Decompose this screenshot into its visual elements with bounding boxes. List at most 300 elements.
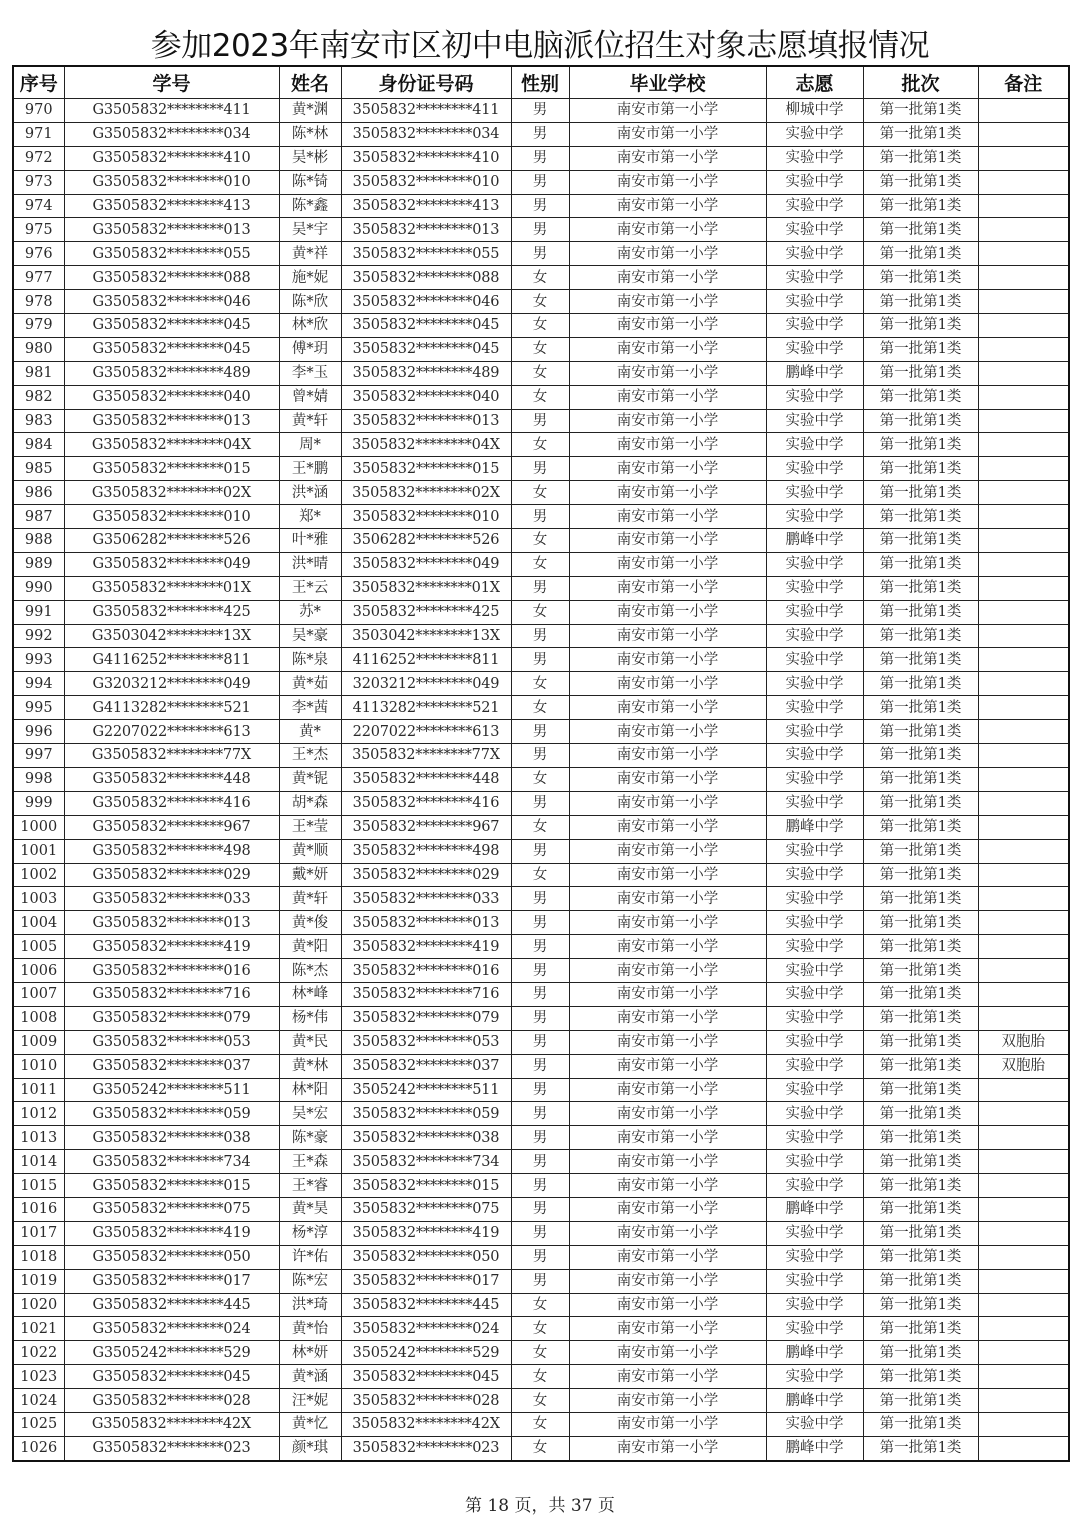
cell-remarks bbox=[978, 1102, 1069, 1126]
cell-batch: 第一批第1类 bbox=[863, 1174, 978, 1198]
cell-id-number: 3505832********010 bbox=[341, 170, 511, 194]
cell-name: 吴*宇 bbox=[279, 218, 341, 242]
cell-school: 南安市第一小学 bbox=[569, 361, 766, 385]
cell-seq: 971 bbox=[13, 122, 64, 146]
cell-name: 胡*森 bbox=[279, 791, 341, 815]
document-title: 参加2023年南安市区初中电脑派位招生对象志愿填报情况 bbox=[150, 28, 930, 64]
cell-preference: 实验中学 bbox=[766, 1126, 863, 1150]
cell-preference: 实验中学 bbox=[766, 314, 863, 338]
cell-student-id: G3505832********425 bbox=[64, 600, 279, 624]
cell-remarks bbox=[978, 1412, 1069, 1436]
cell-batch: 第一批第1类 bbox=[863, 433, 978, 457]
table-row bbox=[13, 242, 1069, 266]
cell-seq: 973 bbox=[13, 170, 64, 194]
cell-gender: 女 bbox=[511, 1389, 569, 1413]
cell-seq: 1003 bbox=[13, 887, 64, 911]
cell-student-id: G3505832********088 bbox=[64, 266, 279, 290]
cell-id-number: 3505832********028 bbox=[341, 1389, 511, 1413]
cell-student-id: G3506282********526 bbox=[64, 529, 279, 553]
cell-remarks bbox=[978, 529, 1069, 553]
cell-preference: 实验中学 bbox=[766, 1006, 863, 1030]
cell-school: 南安市第一小学 bbox=[569, 1389, 766, 1413]
cell-student-id: G3505832********040 bbox=[64, 385, 279, 409]
cell-remarks bbox=[978, 194, 1069, 218]
cell-preference: 实验中学 bbox=[766, 146, 863, 170]
table-row bbox=[13, 1006, 1069, 1030]
cell-seq: 1016 bbox=[13, 1197, 64, 1221]
table-row bbox=[13, 1317, 1069, 1341]
cell-id-number: 3505832********419 bbox=[341, 1221, 511, 1245]
cell-seq: 985 bbox=[13, 457, 64, 481]
cell-student-id: G3505832********734 bbox=[64, 1150, 279, 1174]
cell-preference: 实验中学 bbox=[766, 648, 863, 672]
table-row bbox=[13, 1174, 1069, 1198]
cell-batch: 第一批第1类 bbox=[863, 911, 978, 935]
cell-id-number: 3505832********037 bbox=[341, 1054, 511, 1078]
cell-remarks bbox=[978, 1006, 1069, 1030]
table-row bbox=[13, 576, 1069, 600]
cell-student-id: G3505832********010 bbox=[64, 505, 279, 529]
cell-school: 南安市第一小学 bbox=[569, 122, 766, 146]
cell-name: 周* bbox=[279, 433, 341, 457]
cell-id-number: 3505832********033 bbox=[341, 887, 511, 911]
cell-name: 陈*锜 bbox=[279, 170, 341, 194]
cell-student-id: G3505832********410 bbox=[64, 146, 279, 170]
cell-remarks bbox=[978, 624, 1069, 648]
cell-gender: 女 bbox=[511, 1293, 569, 1317]
cell-seq: 976 bbox=[13, 242, 64, 266]
cell-id-number: 3505832********017 bbox=[341, 1269, 511, 1293]
cell-seq: 1021 bbox=[13, 1317, 64, 1341]
cell-preference: 实验中学 bbox=[766, 839, 863, 863]
cell-id-number: 3505832********489 bbox=[341, 361, 511, 385]
cell-name: 洪*琦 bbox=[279, 1293, 341, 1317]
cell-batch: 第一批第1类 bbox=[863, 314, 978, 338]
table-row bbox=[13, 1341, 1069, 1365]
cell-gender: 女 bbox=[511, 433, 569, 457]
cell-gender: 女 bbox=[511, 767, 569, 791]
table-row bbox=[13, 982, 1069, 1006]
cell-name: 王*莹 bbox=[279, 815, 341, 839]
cell-id-number: 3505832********410 bbox=[341, 146, 511, 170]
cell-name: 黄*顺 bbox=[279, 839, 341, 863]
cell-preference: 实验中学 bbox=[766, 1245, 863, 1269]
cell-name: 黄*昊 bbox=[279, 1197, 341, 1221]
cell-batch: 第一批第1类 bbox=[863, 481, 978, 505]
cell-student-id: G3505832********055 bbox=[64, 242, 279, 266]
table-row bbox=[13, 1412, 1069, 1436]
cell-seq: 990 bbox=[13, 576, 64, 600]
cell-school: 南安市第一小学 bbox=[569, 935, 766, 959]
cell-gender: 男 bbox=[511, 959, 569, 983]
cell-school: 南安市第一小学 bbox=[569, 337, 766, 361]
cell-gender: 男 bbox=[511, 935, 569, 959]
cell-name: 黄*茹 bbox=[279, 672, 341, 696]
table-row bbox=[13, 385, 1069, 409]
table-row bbox=[13, 1389, 1069, 1413]
cell-remarks bbox=[978, 744, 1069, 768]
table-row bbox=[13, 1436, 1069, 1460]
cell-student-id: G3505832********024 bbox=[64, 1317, 279, 1341]
cell-name: 黄*轩 bbox=[279, 887, 341, 911]
cell-id-number: 3505832********013 bbox=[341, 218, 511, 242]
cell-student-id: G3505832********489 bbox=[64, 361, 279, 385]
cell-student-id: G3505242********529 bbox=[64, 1341, 279, 1365]
cell-remarks bbox=[978, 720, 1069, 744]
cell-name: 洪*晴 bbox=[279, 552, 341, 576]
cell-id-number: 3505832********049 bbox=[341, 552, 511, 576]
cell-student-id: G3505832********045 bbox=[64, 337, 279, 361]
cell-name: 许*佑 bbox=[279, 1245, 341, 1269]
cell-gender: 男 bbox=[511, 170, 569, 194]
cell-id-number: 3505832********075 bbox=[341, 1197, 511, 1221]
cell-school: 南安市第一小学 bbox=[569, 1317, 766, 1341]
cell-gender: 女 bbox=[511, 337, 569, 361]
cell-name: 苏* bbox=[279, 600, 341, 624]
cell-remarks: 双胞胎 bbox=[978, 1030, 1069, 1054]
table-row bbox=[13, 1269, 1069, 1293]
cell-remarks bbox=[978, 1293, 1069, 1317]
cell-gender: 男 bbox=[511, 505, 569, 529]
cell-preference: 实验中学 bbox=[766, 1269, 863, 1293]
cell-preference: 实验中学 bbox=[766, 505, 863, 529]
cell-id-number: 3505832********01X bbox=[341, 576, 511, 600]
cell-student-id: G3505832********013 bbox=[64, 409, 279, 433]
cell-student-id: G3505832********419 bbox=[64, 1221, 279, 1245]
cell-student-id: G3505832********498 bbox=[64, 839, 279, 863]
cell-gender: 男 bbox=[511, 99, 569, 123]
cell-seq: 986 bbox=[13, 481, 64, 505]
cell-seq: 988 bbox=[13, 529, 64, 553]
cell-seq: 991 bbox=[13, 600, 64, 624]
col-header-gender: 性别 bbox=[511, 66, 569, 99]
cell-remarks bbox=[978, 911, 1069, 935]
cell-seq: 981 bbox=[13, 361, 64, 385]
cell-student-id: G3505832********448 bbox=[64, 767, 279, 791]
table-row bbox=[13, 218, 1069, 242]
cell-name: 曾*婧 bbox=[279, 385, 341, 409]
cell-preference: 实验中学 bbox=[766, 1412, 863, 1436]
cell-seq: 1008 bbox=[13, 1006, 64, 1030]
cell-school: 南安市第一小学 bbox=[569, 1269, 766, 1293]
cell-seq: 1017 bbox=[13, 1221, 64, 1245]
cell-seq: 979 bbox=[13, 314, 64, 338]
cell-student-id: G3505832********010 bbox=[64, 170, 279, 194]
cell-school: 南安市第一小学 bbox=[569, 696, 766, 720]
cell-student-id: G3505832********419 bbox=[64, 935, 279, 959]
cell-name: 吴*彬 bbox=[279, 146, 341, 170]
cell-preference: 鹏峰中学 bbox=[766, 529, 863, 553]
cell-school: 南安市第一小学 bbox=[569, 290, 766, 314]
cell-school: 南安市第一小学 bbox=[569, 1078, 766, 1102]
cell-batch: 第一批第1类 bbox=[863, 839, 978, 863]
cell-name: 戴*妍 bbox=[279, 863, 341, 887]
cell-name: 黄*怡 bbox=[279, 1317, 341, 1341]
cell-seq: 1014 bbox=[13, 1150, 64, 1174]
cell-remarks bbox=[978, 672, 1069, 696]
cell-seq: 1007 bbox=[13, 982, 64, 1006]
table-row bbox=[13, 1030, 1069, 1054]
cell-batch: 第一批第1类 bbox=[863, 266, 978, 290]
cell-school: 南安市第一小学 bbox=[569, 1174, 766, 1198]
cell-name: 陈*杰 bbox=[279, 959, 341, 983]
cell-name: 施*妮 bbox=[279, 266, 341, 290]
cell-id-number: 3505832********425 bbox=[341, 600, 511, 624]
cell-gender: 男 bbox=[511, 242, 569, 266]
cell-gender: 男 bbox=[511, 1126, 569, 1150]
cell-preference: 实验中学 bbox=[766, 1365, 863, 1389]
cell-remarks bbox=[978, 1436, 1069, 1460]
cell-gender: 男 bbox=[511, 744, 569, 768]
cell-preference: 实验中学 bbox=[766, 624, 863, 648]
cell-batch: 第一批第1类 bbox=[863, 791, 978, 815]
cell-gender: 男 bbox=[511, 146, 569, 170]
cell-batch: 第一批第1类 bbox=[863, 146, 978, 170]
cell-preference: 鹏峰中学 bbox=[766, 1341, 863, 1365]
cell-school: 南安市第一小学 bbox=[569, 815, 766, 839]
cell-student-id: G3503042********13X bbox=[64, 624, 279, 648]
cell-student-id: G3505832********045 bbox=[64, 314, 279, 338]
cell-gender: 男 bbox=[511, 1269, 569, 1293]
cell-id-number: 3505832********010 bbox=[341, 505, 511, 529]
cell-name: 林*阳 bbox=[279, 1078, 341, 1102]
cell-seq: 1015 bbox=[13, 1174, 64, 1198]
cell-remarks bbox=[978, 648, 1069, 672]
cell-gender: 女 bbox=[511, 1341, 569, 1365]
cell-remarks bbox=[978, 433, 1069, 457]
cell-student-id: G3505832********059 bbox=[64, 1102, 279, 1126]
cell-preference: 实验中学 bbox=[766, 433, 863, 457]
table-row bbox=[13, 409, 1069, 433]
cell-preference: 实验中学 bbox=[766, 1221, 863, 1245]
cell-remarks bbox=[978, 1269, 1069, 1293]
cell-id-number: 3505832********029 bbox=[341, 863, 511, 887]
cell-id-number: 3505832********040 bbox=[341, 385, 511, 409]
cell-school: 南安市第一小学 bbox=[569, 409, 766, 433]
cell-name: 黄*铌 bbox=[279, 767, 341, 791]
cell-batch: 第一批第1类 bbox=[863, 1078, 978, 1102]
cell-remarks bbox=[978, 767, 1069, 791]
cell-preference: 实验中学 bbox=[766, 1174, 863, 1198]
cell-batch: 第一批第1类 bbox=[863, 1341, 978, 1365]
cell-batch: 第一批第1类 bbox=[863, 1365, 978, 1389]
cell-seq: 970 bbox=[13, 99, 64, 123]
cell-gender: 男 bbox=[511, 1102, 569, 1126]
cell-preference: 实验中学 bbox=[766, 1317, 863, 1341]
cell-student-id: G3505832********015 bbox=[64, 457, 279, 481]
cell-school: 南安市第一小学 bbox=[569, 1126, 766, 1150]
cell-remarks bbox=[978, 1078, 1069, 1102]
cell-student-id: G3505832********045 bbox=[64, 1365, 279, 1389]
cell-name: 黄*涵 bbox=[279, 1365, 341, 1389]
cell-name: 黄*俊 bbox=[279, 911, 341, 935]
cell-preference: 实验中学 bbox=[766, 290, 863, 314]
cell-batch: 第一批第1类 bbox=[863, 1006, 978, 1030]
cell-school: 南安市第一小学 bbox=[569, 1412, 766, 1436]
cell-gender: 男 bbox=[511, 1197, 569, 1221]
col-header-school: 毕业学校 bbox=[569, 66, 766, 99]
cell-remarks bbox=[978, 457, 1069, 481]
cell-student-id: G3505832********050 bbox=[64, 1245, 279, 1269]
cell-school: 南安市第一小学 bbox=[569, 1293, 766, 1317]
cell-preference: 实验中学 bbox=[766, 791, 863, 815]
cell-name: 杨*淳 bbox=[279, 1221, 341, 1245]
cell-remarks bbox=[978, 99, 1069, 123]
cell-id-number: 3505832********498 bbox=[341, 839, 511, 863]
cell-batch: 第一批第1类 bbox=[863, 99, 978, 123]
cell-batch: 第一批第1类 bbox=[863, 529, 978, 553]
table-row bbox=[13, 696, 1069, 720]
cell-preference: 鹏峰中学 bbox=[766, 361, 863, 385]
cell-student-id: G3505242********511 bbox=[64, 1078, 279, 1102]
cell-student-id: G3505832********02X bbox=[64, 481, 279, 505]
cell-batch: 第一批第1类 bbox=[863, 552, 978, 576]
cell-preference: 柳城中学 bbox=[766, 99, 863, 123]
cell-school: 南安市第一小学 bbox=[569, 1245, 766, 1269]
cell-batch: 第一批第1类 bbox=[863, 672, 978, 696]
cell-gender: 女 bbox=[511, 1412, 569, 1436]
cell-id-number: 3505832********413 bbox=[341, 194, 511, 218]
cell-id-number: 3505242********511 bbox=[341, 1078, 511, 1102]
cell-id-number: 4116252********811 bbox=[341, 648, 511, 672]
cell-seq: 982 bbox=[13, 385, 64, 409]
cell-name: 林*峰 bbox=[279, 982, 341, 1006]
cell-preference: 实验中学 bbox=[766, 552, 863, 576]
cell-school: 南安市第一小学 bbox=[569, 959, 766, 983]
cell-id-number: 3505832********050 bbox=[341, 1245, 511, 1269]
enrollment-table bbox=[12, 65, 1070, 1462]
cell-remarks bbox=[978, 1150, 1069, 1174]
cell-id-number: 3505832********013 bbox=[341, 911, 511, 935]
cell-remarks bbox=[978, 1341, 1069, 1365]
table-row bbox=[13, 744, 1069, 768]
table-row bbox=[13, 1293, 1069, 1317]
cell-preference: 实验中学 bbox=[766, 744, 863, 768]
cell-remarks: 双胞胎 bbox=[978, 1054, 1069, 1078]
cell-student-id: G3505832********413 bbox=[64, 194, 279, 218]
table-row bbox=[13, 122, 1069, 146]
cell-school: 南安市第一小学 bbox=[569, 887, 766, 911]
cell-batch: 第一批第1类 bbox=[863, 505, 978, 529]
cell-school: 南安市第一小学 bbox=[569, 1341, 766, 1365]
cell-gender: 男 bbox=[511, 122, 569, 146]
cell-student-id: G3505832********037 bbox=[64, 1054, 279, 1078]
cell-gender: 女 bbox=[511, 529, 569, 553]
table-row bbox=[13, 290, 1069, 314]
cell-batch: 第一批第1类 bbox=[863, 1197, 978, 1221]
cell-remarks bbox=[978, 1221, 1069, 1245]
cell-name: 黄*民 bbox=[279, 1030, 341, 1054]
cell-gender: 男 bbox=[511, 1221, 569, 1245]
cell-gender: 女 bbox=[511, 361, 569, 385]
cell-school: 南安市第一小学 bbox=[569, 457, 766, 481]
cell-seq: 1004 bbox=[13, 911, 64, 935]
table-row bbox=[13, 1197, 1069, 1221]
cell-batch: 第一批第1类 bbox=[863, 1412, 978, 1436]
cell-seq: 1025 bbox=[13, 1412, 64, 1436]
cell-name: 陈*林 bbox=[279, 122, 341, 146]
cell-batch: 第一批第1类 bbox=[863, 600, 978, 624]
cell-seq: 996 bbox=[13, 720, 64, 744]
cell-student-id: G3505832********038 bbox=[64, 1126, 279, 1150]
cell-preference: 实验中学 bbox=[766, 911, 863, 935]
table-row bbox=[13, 887, 1069, 911]
cell-gender: 男 bbox=[511, 1078, 569, 1102]
cell-name: 黄*林 bbox=[279, 1054, 341, 1078]
cell-seq: 1006 bbox=[13, 959, 64, 983]
cell-seq: 972 bbox=[13, 146, 64, 170]
cell-school: 南安市第一小学 bbox=[569, 433, 766, 457]
cell-id-number: 3505832********088 bbox=[341, 266, 511, 290]
cell-gender: 女 bbox=[511, 696, 569, 720]
cell-remarks bbox=[978, 982, 1069, 1006]
cell-student-id: G4113282********521 bbox=[64, 696, 279, 720]
cell-name: 陈*豪 bbox=[279, 1126, 341, 1150]
table-row bbox=[13, 600, 1069, 624]
table-row bbox=[13, 815, 1069, 839]
cell-remarks bbox=[978, 959, 1069, 983]
cell-seq: 975 bbox=[13, 218, 64, 242]
cell-preference: 鹏峰中学 bbox=[766, 1197, 863, 1221]
cell-remarks bbox=[978, 146, 1069, 170]
cell-school: 南安市第一小学 bbox=[569, 1054, 766, 1078]
table-row bbox=[13, 1221, 1069, 1245]
cell-gender: 男 bbox=[511, 1150, 569, 1174]
cell-remarks bbox=[978, 314, 1069, 338]
cell-school: 南安市第一小学 bbox=[569, 385, 766, 409]
cell-preference: 实验中学 bbox=[766, 935, 863, 959]
cell-batch: 第一批第1类 bbox=[863, 648, 978, 672]
cell-remarks bbox=[978, 266, 1069, 290]
table-row bbox=[13, 624, 1069, 648]
cell-batch: 第一批第1类 bbox=[863, 290, 978, 314]
cell-batch: 第一批第1类 bbox=[863, 457, 978, 481]
cell-preference: 实验中学 bbox=[766, 696, 863, 720]
cell-gender: 女 bbox=[511, 815, 569, 839]
col-header-remarks: 备注 bbox=[978, 66, 1069, 99]
cell-name: 林*欣 bbox=[279, 314, 341, 338]
table-body bbox=[13, 99, 1069, 1461]
cell-batch: 第一批第1类 bbox=[863, 361, 978, 385]
table-row bbox=[13, 1102, 1069, 1126]
cell-gender: 男 bbox=[511, 409, 569, 433]
cell-school: 南安市第一小学 bbox=[569, 1436, 766, 1460]
cell-batch: 第一批第1类 bbox=[863, 982, 978, 1006]
cell-name: 王*鹏 bbox=[279, 457, 341, 481]
cell-batch: 第一批第1类 bbox=[863, 1389, 978, 1413]
cell-school: 南安市第一小学 bbox=[569, 672, 766, 696]
cell-remarks bbox=[978, 1389, 1069, 1413]
cell-remarks bbox=[978, 218, 1069, 242]
cell-seq: 974 bbox=[13, 194, 64, 218]
cell-student-id: G3505832********716 bbox=[64, 982, 279, 1006]
cell-student-id: G3505832********075 bbox=[64, 1197, 279, 1221]
cell-id-number: 3505832********079 bbox=[341, 1006, 511, 1030]
cell-remarks bbox=[978, 1365, 1069, 1389]
table-row bbox=[13, 314, 1069, 338]
cell-student-id: G3505832********411 bbox=[64, 99, 279, 123]
cell-remarks bbox=[978, 122, 1069, 146]
cell-seq: 1023 bbox=[13, 1365, 64, 1389]
cell-gender: 男 bbox=[511, 839, 569, 863]
table-row bbox=[13, 170, 1069, 194]
cell-batch: 第一批第1类 bbox=[863, 767, 978, 791]
cell-student-id: G3203212********049 bbox=[64, 672, 279, 696]
cell-id-number: 3505832********015 bbox=[341, 1174, 511, 1198]
cell-seq: 998 bbox=[13, 767, 64, 791]
table-row bbox=[13, 529, 1069, 553]
table-row bbox=[13, 505, 1069, 529]
